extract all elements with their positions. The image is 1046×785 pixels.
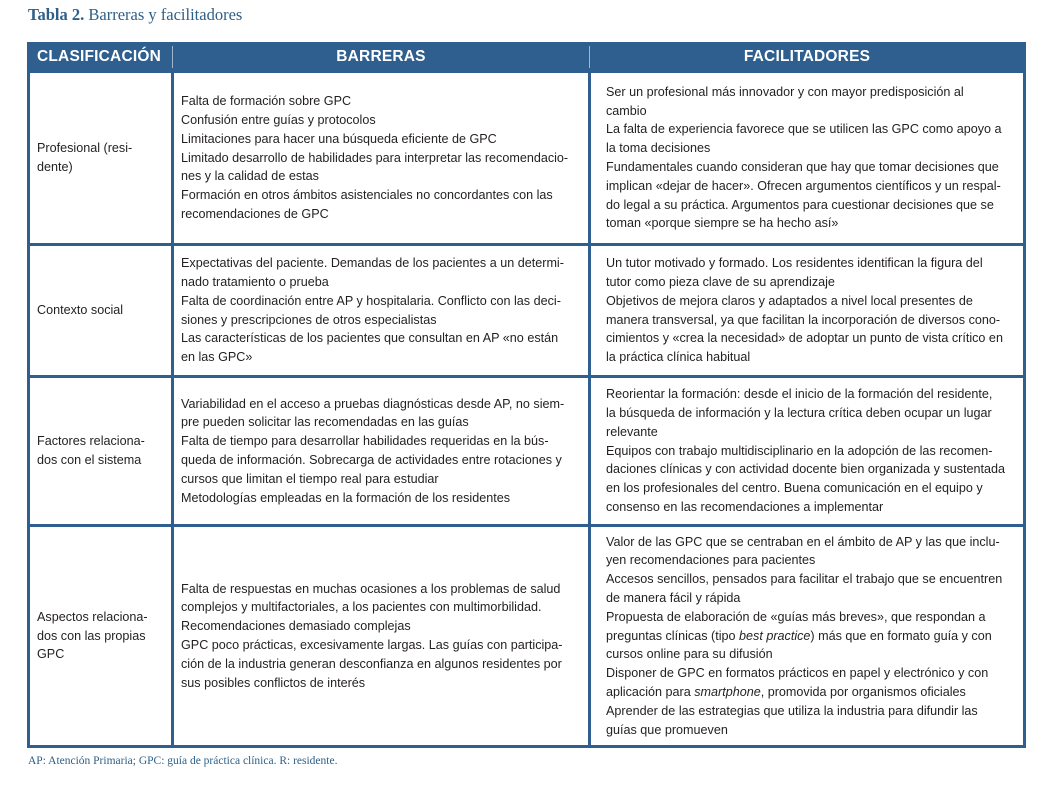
cell-line: Disponer de GPC en formatos prácticos en papel y electrónico y con — [606, 666, 989, 681]
cell-line: Aprender de las estrategias que utiliza la industria para difundir las — [606, 703, 978, 718]
cell-line: Expectativas del paciente. Demandas de los pacientes a un determi- — [181, 256, 564, 271]
cell-line: Equipos con trabajo multidisciplinario en la adopción de las recomen- — [606, 443, 993, 458]
cell-line: aplicación para smartphone, promovida por organismos oficiales — [606, 684, 966, 699]
cell-line: Recomendaciones demasiado complejas — [181, 619, 411, 634]
cell-line: la toma decisiones — [606, 141, 711, 156]
cell-line: Metodologías empleadas en la formación de los residentes — [181, 490, 511, 505]
cell-line: Reorientar la formación: desde el inicio de la formación del residente, — [606, 387, 993, 402]
cell-line: Aspectos relaciona- — [37, 609, 148, 624]
cell-line: Valor de las GPC que se centraban en el ámbito de AP y las que inclu- — [606, 534, 1000, 549]
facilitators-cell — [591, 246, 1023, 375]
barriers-cell — [174, 527, 588, 745]
cell-line: la práctica clínica habitual — [606, 350, 751, 365]
table-footnote: AP: Atención Primaria; GPC: guía de práctica clínica. R: residente. — [28, 755, 338, 767]
cell-line: Las características de los pacientes que consultan en AP «no están — [181, 331, 559, 346]
facilitators-cell — [591, 378, 1023, 524]
barriers-facilitators-table — [27, 42, 1026, 748]
classification-cell — [30, 378, 171, 524]
classification-cell — [30, 246, 171, 375]
italic-term: smartphone — [694, 684, 761, 699]
header-divider — [589, 46, 590, 68]
cell-line: Factores relaciona- — [37, 434, 145, 449]
classification-cell — [30, 73, 171, 243]
barriers-cell — [174, 378, 588, 524]
cell-line: Fundamentales cuando consideran que hay que tomar decisiones que — [606, 160, 999, 174]
header-classification: CLASIFICACIÓN — [36, 47, 161, 65]
cell-line: cursos que limitan el tiempo real para estudiar — [181, 471, 439, 486]
cell-line: Limitado desarrollo de habilidades para interpretar las recomendacio- — [181, 150, 569, 165]
barriers-cell — [174, 246, 588, 375]
table-caption-label: Tabla 2. — [28, 5, 85, 24]
table-row — [30, 73, 1023, 243]
cell-line: Profesional (resi- — [37, 141, 133, 156]
cell-line: en las GPC» — [181, 350, 253, 365]
cell-line: queda de información. Sobrecarga de actividades entre rotaciones y — [181, 453, 562, 467]
cell-line: manera transversal, ya que facilitan la incorporación de diversos cono- — [606, 312, 1001, 327]
cell-line: Confusión entre guías y protocolos — [181, 113, 376, 127]
cell-line: tutor como pieza clave de su aprendizaje — [606, 274, 835, 289]
cell-line: cimientos y «crea la necesidad» de adoptar un punto de vista crítico en — [606, 331, 1003, 346]
cell-line: Falta de coordinación entre AP y hospitalaria. Conflicto con las deci- — [181, 293, 561, 308]
table-row — [30, 246, 1023, 375]
cell-line: cursos online para su difusión — [606, 647, 773, 662]
cell-line: complejos y multifactoriales, a los pacientes con multimorbilidad. — [181, 600, 542, 615]
italic-term: best practice — [739, 628, 811, 643]
cell-line: nes y la calidad de estas — [181, 169, 319, 184]
table-caption — [28, 5, 242, 25]
cell-line: Un tutor motivado y formado. Los residentes identifican la figura del — [606, 256, 983, 271]
header-divider — [172, 46, 173, 68]
table-row — [30, 378, 1023, 524]
cell-line: Propuesta de elaboración de «guías más breves», que respondan a — [606, 609, 986, 624]
cell-line: Accesos sencillos, pensados para facilitar el trabajo que se encuentren — [606, 572, 1003, 587]
cell-line: implican «dejar de hacer». Ofrecen argumentos científicos y un respal- — [606, 178, 1001, 193]
cell-line: do legal a su práctica. Argumentos para cuestionar decisiones que se — [606, 197, 994, 212]
cell-line: siones y prescripciones de otros especialistas — [181, 312, 437, 327]
cell-line: Contexto social — [37, 303, 124, 318]
cell-line: GPC poco prácticas, excesivamente largas. Las guías con participa- — [181, 638, 563, 652]
cell-line: cambio — [606, 103, 647, 118]
cell-line: preguntas clínicas (tipo best practice) más que en formato guía y con — [606, 628, 992, 643]
cell-line: la búsqueda de información y la lectura crítica deben ocupar un lugar — [606, 406, 992, 420]
cell-line: Formación en otros ámbitos asistenciales no concordantes con las — [181, 188, 553, 203]
facilitators-cell — [591, 73, 1023, 243]
cell-line: Falta de tiempo para desarrollar habilidades requeridas en la bús- — [181, 434, 549, 449]
table-caption-title: Barreras y facilitadores — [88, 5, 243, 24]
cell-line: dos con el sistema — [37, 453, 142, 467]
cell-line: en los profesionales del centro. Buena comunicación en el equipo y — [606, 481, 983, 496]
classification-cell — [30, 527, 171, 745]
cell-line: daciones clínicas y con actividad docente bien organizada y sustentada — [606, 462, 1006, 477]
cell-line: yen recomendaciones para pacientes — [606, 553, 816, 568]
header-barriers: BARRERAS — [336, 47, 426, 65]
cell-line: sus posibles conflictos de interés — [181, 675, 366, 690]
cell-line: nado tratamiento o prueba — [181, 274, 329, 289]
cell-line: La falta de experiencia favorece que se utilicen las GPC como apoyo a — [606, 122, 1002, 137]
cell-line: Falta de formación sobre GPC — [181, 94, 352, 109]
cell-line: dente) — [37, 160, 73, 174]
table-header-row — [27, 42, 1026, 71]
cell-line: Falta de respuestas en muchas ocasiones a los problemas de salud — [181, 581, 561, 596]
cell-line: recomendaciones de GPC — [181, 206, 329, 221]
cell-line: GPC — [37, 647, 65, 662]
cell-line: consenso en las recomendaciones a implementar — [606, 499, 884, 514]
barriers-cell — [174, 73, 588, 243]
table-row — [30, 527, 1023, 745]
cell-line: guías que promueven — [606, 722, 728, 737]
cell-line: dos con las propias — [37, 628, 146, 643]
cell-line: Limitaciones para hacer una búsqueda eficiente de GPC — [181, 131, 497, 146]
cell-line: Variabilidad en el acceso a pruebas diagnósticas desde AP, no siem- — [181, 396, 565, 411]
facilitators-cell — [591, 527, 1023, 745]
cell-line: ción de la industria generan desconfianza en algunos residentes por — [181, 656, 562, 671]
header-facilitators: FACILITADORES — [743, 47, 871, 65]
cell-line: relevante — [606, 424, 658, 439]
cell-line: Objetivos de mejora claros y adaptados a nivel local presentes de — [606, 293, 973, 308]
cell-line: toman «porque siempre se ha hecho así» — [606, 216, 839, 231]
cell-line: Ser un profesional más innovador y con mayor predisposición al — [606, 84, 964, 99]
cell-line: de manera fácil y rápida — [606, 591, 741, 605]
cell-line: pre pueden solicitar las recomendadas en las guías — [181, 415, 469, 430]
